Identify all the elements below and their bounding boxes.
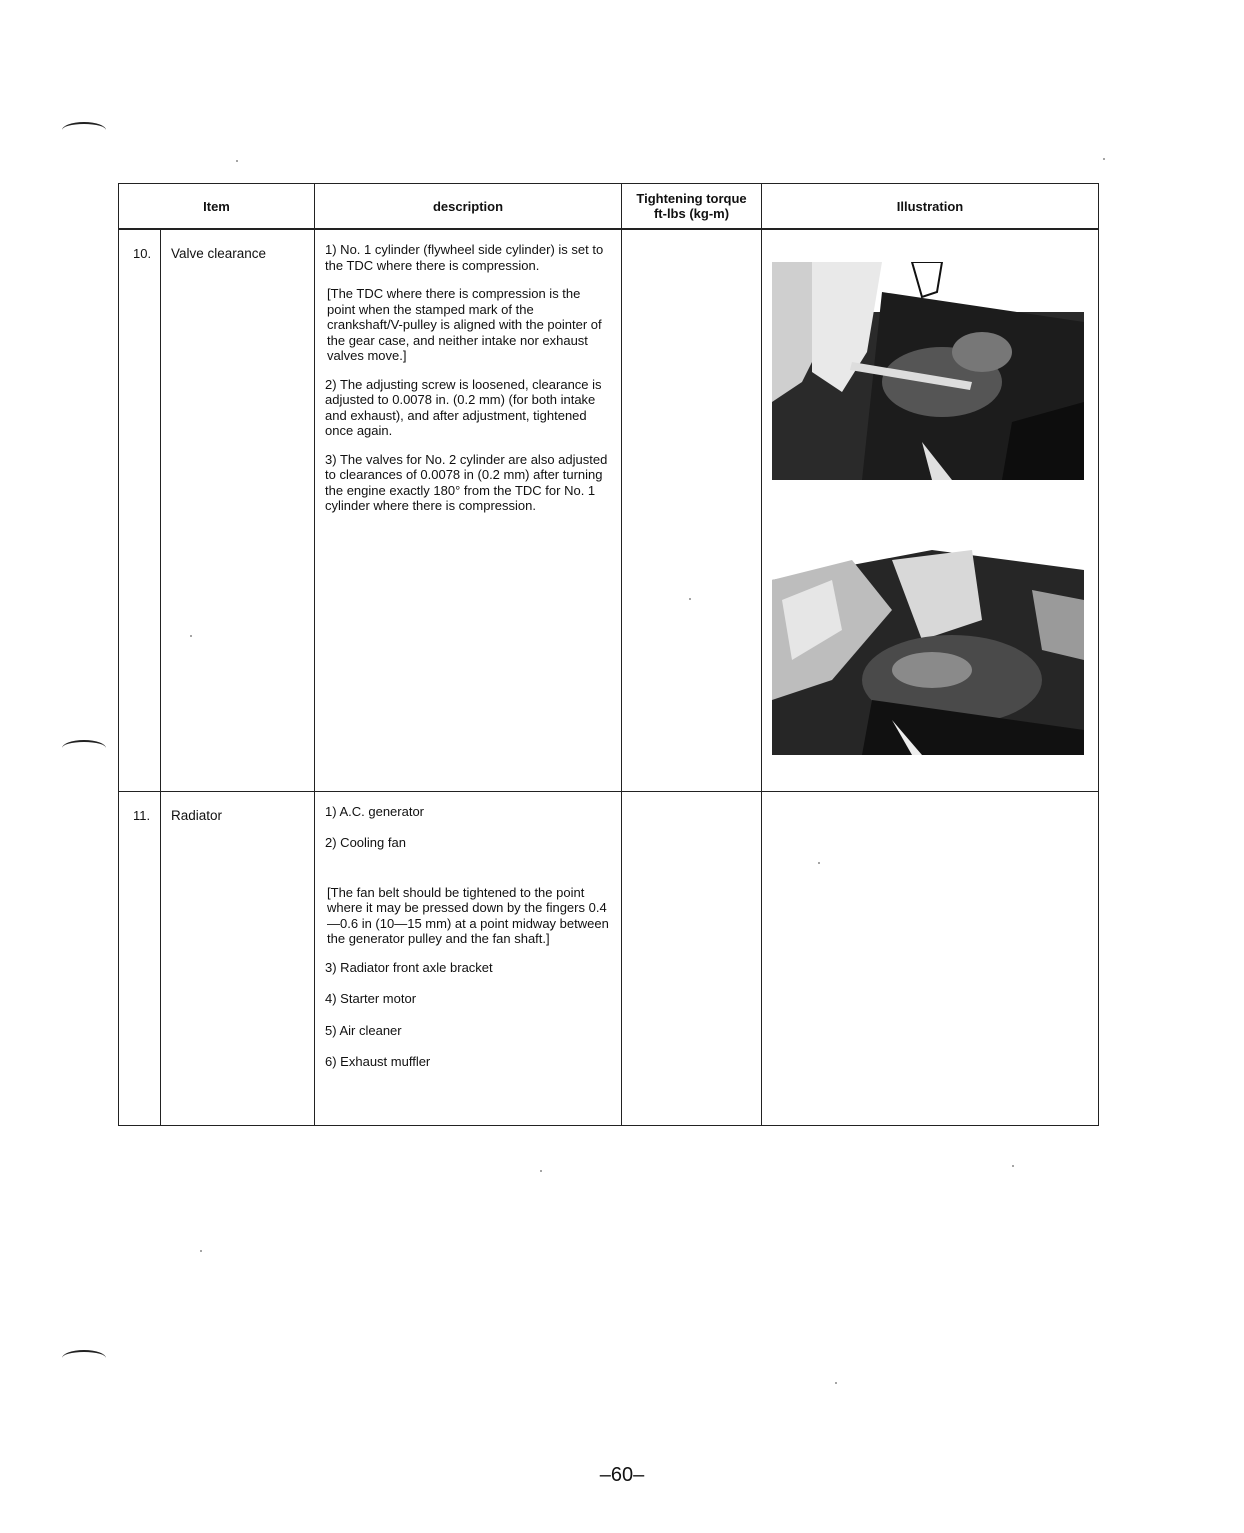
scan-speck xyxy=(835,1382,837,1384)
spacer xyxy=(325,867,611,885)
header-torque xyxy=(622,184,762,230)
row-torque xyxy=(622,791,762,1125)
description-step: 5) Air cleaner xyxy=(325,1022,402,1038)
row-number: 10. xyxy=(119,229,161,791)
table-header-row xyxy=(119,184,1099,230)
header-illustration: Illustration xyxy=(762,184,1099,230)
valve-adjust-photo-1 xyxy=(772,262,1084,480)
scan-speck xyxy=(540,1170,542,1172)
description-note: [The TDC where there is compression is the point when the stamped mark of the crankshaft/V-pulley is aligned with the pointer of the gear case, and neither intake nor exhaust valves move.] xyxy=(327,286,602,363)
scan-speck xyxy=(1103,158,1105,160)
page-number: –60– xyxy=(599,1464,645,1486)
binder-mark-middle xyxy=(62,740,106,756)
binder-mark-top xyxy=(62,122,106,138)
description-paragraph: 1) No. 1 cylinder (flywheel side cylinder) is set to the TDC where there is compression. xyxy=(325,242,604,273)
table-row xyxy=(119,791,1099,1125)
row-number: 11. xyxy=(119,791,161,1125)
description-step: 6) Exhaust muffler xyxy=(325,1054,431,1069)
header-torque-line2: ft-lbs (kg-m) xyxy=(653,206,730,221)
engine-photo-1 xyxy=(772,262,1084,480)
header-item: Item xyxy=(119,184,315,230)
scan-speck xyxy=(200,1250,202,1252)
header-description: description xyxy=(315,184,622,230)
row-illustration xyxy=(762,791,1099,1125)
scan-speck xyxy=(236,160,238,162)
description-paragraph: 2) The adjusting screw is loosened, clearance is adjusted to 0.0078 in. (0.2 mm) (for both intake and exhaust), and after adjustment, tightened once again. xyxy=(325,376,602,438)
row-item: Radiator xyxy=(161,791,315,1125)
row-description xyxy=(315,229,622,791)
valve-adjust-photo-2 xyxy=(772,540,1084,755)
engine-photo-2 xyxy=(772,540,1084,755)
description-step: 1) A.C. generator xyxy=(325,803,425,819)
description-step: 3) Radiator front axle bracket xyxy=(325,959,493,975)
description-step: 2) Cooling fan xyxy=(325,835,406,850)
scan-speck xyxy=(1012,1165,1014,1167)
header-torque-line1: Tightening torque xyxy=(636,191,747,206)
binder-mark-bottom xyxy=(62,1350,106,1366)
description-step: 4) Starter motor xyxy=(325,991,417,1006)
row-illustration xyxy=(762,229,1099,791)
description-paragraph: 3) The valves for No. 2 cylinder are also adjusted to clearances of 0.0078 in (0.2 mm) after turning the engine exactly 180° from the TDC for No. 1 cylinder where there is compression. xyxy=(325,451,608,513)
table-row xyxy=(119,229,1099,791)
row-torque xyxy=(622,229,762,791)
maintenance-table xyxy=(118,183,1099,1126)
row-item: Valve clearance xyxy=(161,229,315,791)
description-note: [The fan belt should be tightened to the point where it may be pressed down by the fingers 0.4—0.6 in (10—15 mm) at a point midway between the generator pulley and the fan shaft.] xyxy=(327,884,609,946)
row-description xyxy=(315,791,622,1125)
